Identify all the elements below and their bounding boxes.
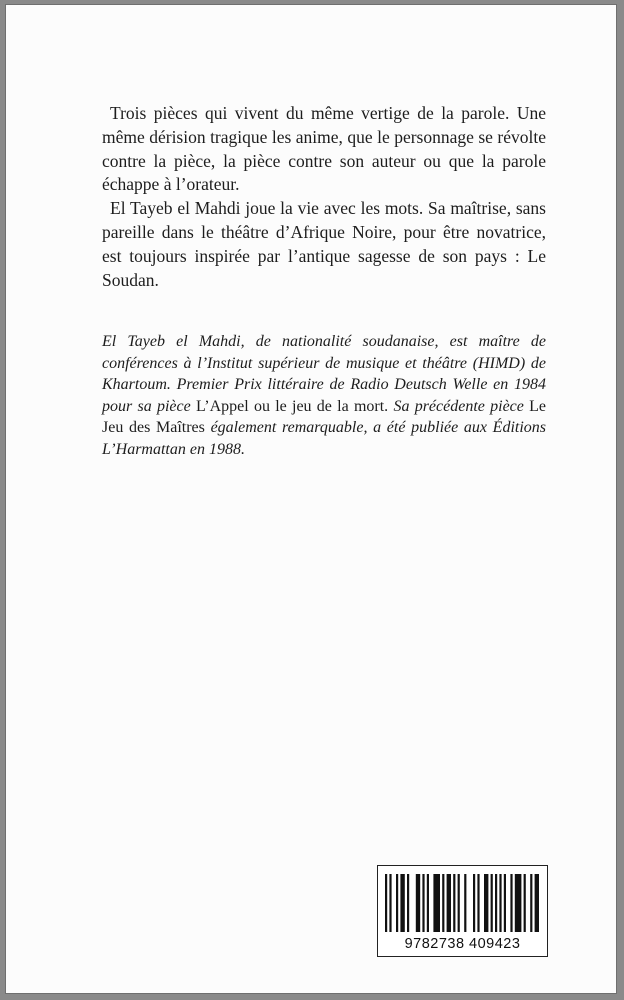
- barcode-box: [377, 865, 548, 957]
- blurb-paragraph-2: El Tayeb el Mahdi joue la vie avec les mots. Sa maîtrise, sans pareille dans le théâtre d’Afrique Noire, pour être novatrice, est toujours inspirée par l’antique sagesse de son pays : Le Soudan.: [102, 198, 546, 290]
- blurb-paragraph-1: Trois pièces qui vivent du même vertige de la parole. Une même dérision tragique les anime, que le personnage se révolte contre la pièce, la pièce contre son auteur ou que la parole échappe à l’orateur.: [102, 103, 546, 195]
- barcode-bar: [416, 874, 420, 932]
- barcode-bar: [442, 874, 444, 932]
- barcode-bar: [407, 874, 409, 932]
- back-cover: [5, 4, 617, 994]
- barcode-bar: [389, 874, 391, 932]
- play-title-jeu-des-maitres: Le Jeu des Maîtres: [102, 397, 547, 436]
- barcode-bar: [385, 874, 387, 932]
- bio-part-2: Sa précédente pièce: [388, 397, 530, 415]
- barcode-bar: [464, 874, 466, 932]
- author-bio: [102, 331, 546, 460]
- barcode-bar: [427, 874, 429, 932]
- barcode-bar: [458, 874, 460, 932]
- barcode-bar: [396, 874, 398, 932]
- barcode-bar: [422, 874, 424, 932]
- barcode-bar: [499, 874, 501, 932]
- barcode-bar: [491, 874, 493, 932]
- play-title-appel: L’Appel ou le jeu de la mort.: [195, 397, 389, 415]
- bio-part-1: El Tayeb el Mahdi, de nationalité soudanaise, est maître de conférences à l’Institut supérieur de musique et théâtre (HIMD) de Khartoum. Premier Prix littéraire de Radio Deutsch Welle en 1984 pour sa pièce: [102, 333, 546, 415]
- blurb-text: [102, 102, 546, 292]
- author-bio-paragraph: [102, 331, 546, 460]
- isbn-number: 9782738 409423: [404, 936, 521, 952]
- barcode-bar: [477, 874, 479, 932]
- barcode-bar: [535, 874, 539, 932]
- barcode-bar: [400, 874, 404, 932]
- barcode-bar: [433, 874, 440, 932]
- barcode-bar: [495, 874, 497, 932]
- barcode-bar: [453, 874, 455, 932]
- barcode-bar: [515, 874, 522, 932]
- barcode-bar: [504, 874, 506, 932]
- barcode-bar: [484, 874, 488, 932]
- barcode-bar: [524, 874, 526, 932]
- barcode-bar: [473, 874, 475, 932]
- barcode-bar: [447, 874, 451, 932]
- barcode-bar: [510, 874, 512, 932]
- bio-part-3: également remarquable, a été publiée aux Éditions L’Harmattan en 1988.: [102, 419, 547, 458]
- barcode-icon: [385, 874, 540, 934]
- barcode-bar: [530, 874, 532, 932]
